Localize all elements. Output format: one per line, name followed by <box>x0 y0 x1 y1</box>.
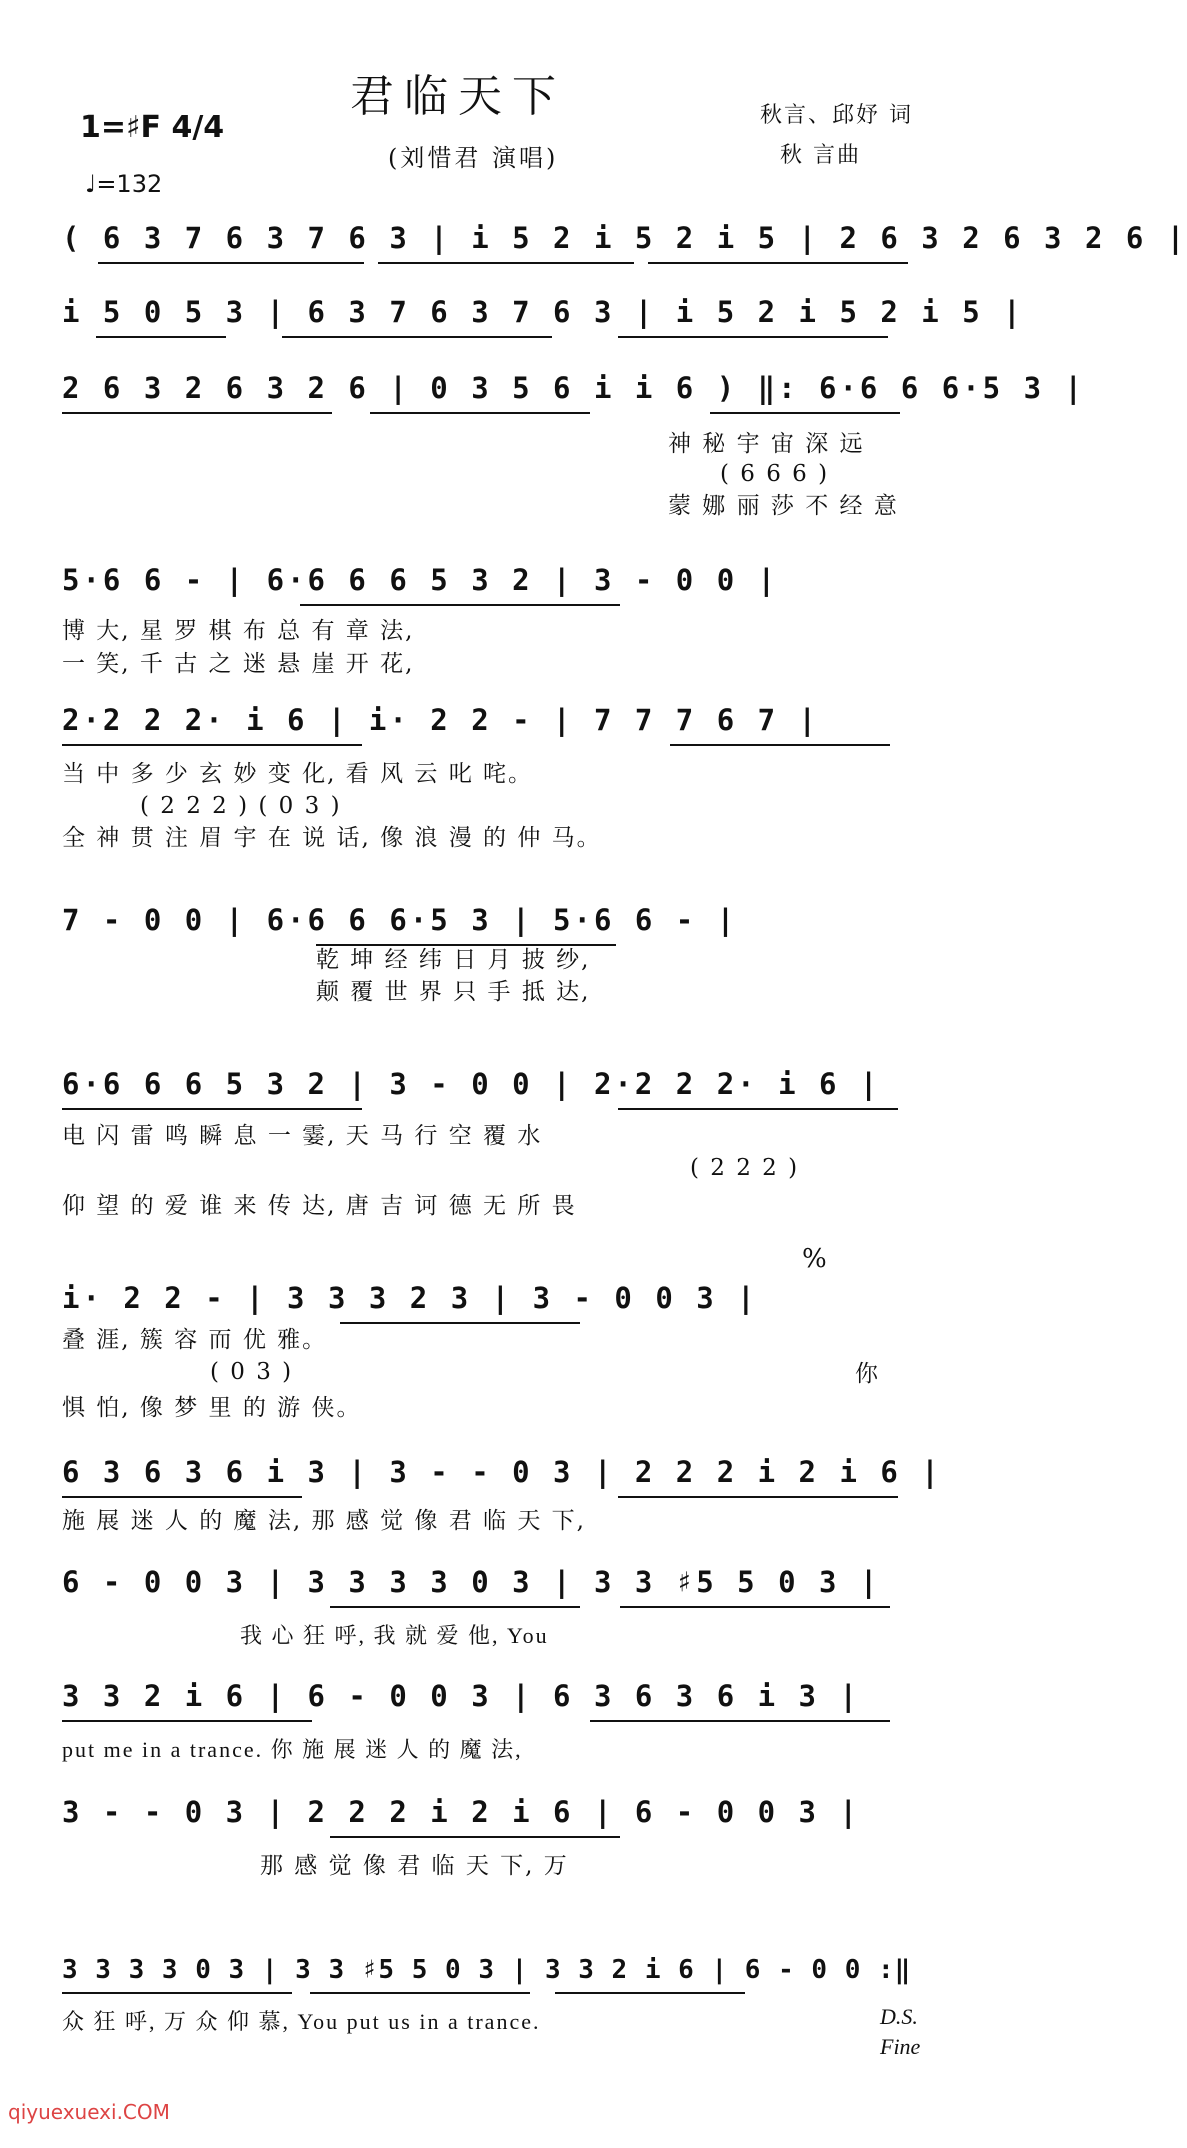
ds-marking: D.S. <box>880 2004 918 2029</box>
lyric-line: 当 中 多 少 玄 妙 变 化, 看 风 云 叱 咤。 <box>62 761 534 787</box>
notation-row-6: 7 - 0 0 | 6·6 6 6·5 3 | 5·6 6 - | <box>62 903 738 937</box>
lyric-line: 乾 坤 经 纬 日 月 披 纱, <box>316 947 591 973</box>
key-signature: 1=♯F 4/4 <box>80 110 225 145</box>
notation-row-10: 6 - 0 0 3 | 3 3 3 3 0 3 | 3 3 ♯5 5 0 3 | <box>62 1565 881 1599</box>
lyricist-credit: 秋言、邱妤 词 <box>760 103 913 128</box>
beam-line <box>590 1720 890 1722</box>
beam-line <box>670 744 890 746</box>
lyric-line: ( 6 6 6 ) <box>720 461 830 487</box>
composer-credit: 秋 言曲 <box>780 143 861 168</box>
beam-line <box>62 412 332 414</box>
beam-line <box>555 1992 745 1994</box>
lyric-line: 我 心 狂 呼, 我 就 爱 他, You <box>240 1623 549 1648</box>
beam-line <box>62 1108 362 1110</box>
beam-line <box>98 262 364 264</box>
beam-line <box>618 1496 898 1498</box>
notation-row-2: i 5 0 5 3 | 6 3 7 6 3 7 6 3 | i 5 2 i 5 2 i 5 | <box>62 295 1024 329</box>
notation-row-11: 3 3 2 i 6 | 6 - 0 0 3 | 6 3 6 3 6 i 3 | <box>62 1679 860 1713</box>
notation-row-13: 3 3 3 3 0 3 | 3 3 ♯5 5 0 3 | 3 3 2 i 6 | 6 - 0 0 :‖ <box>62 1955 912 1985</box>
beam-line <box>618 1108 898 1110</box>
lyric-line: 叠 涯, 簇 容 而 优 雅。 <box>62 1327 328 1353</box>
beam-line <box>618 336 888 338</box>
beam-line <box>648 262 908 264</box>
beam-line <box>62 1496 302 1498</box>
segno-sign: % <box>802 1244 827 1274</box>
notation-row-5: 2·2 2 2· i 6 | i· 2 2 - | 7 7 7 6 7 | <box>62 703 820 737</box>
beam-line <box>62 1992 292 1994</box>
lyric-line: 那 感 觉 像 君 临 天 下, 万 <box>260 1853 569 1879</box>
lyric-line: put me in a trance. 你 施 展 迷 人 的 魔 法, <box>62 1737 523 1762</box>
site-watermark: qiyuexuexi.COM <box>8 2100 170 2124</box>
notation-row-3: 2 6 3 2 6 3 2 6 | 0 3 5 6 i i 6 ) ‖: 6·6 6 6·5 3 | <box>62 371 1085 405</box>
lyric-line: 神 秘 宇 宙 深 远 <box>668 431 865 457</box>
lyric-line: ( 0 3 ) <box>210 1359 294 1385</box>
notation-row-7: 6·6 6 6 5 3 2 | 3 - 0 0 | 2·2 2 2· i 6 | <box>62 1067 881 1101</box>
lyric-line: 颠 覆 世 界 只 手 抵 达, <box>316 979 591 1005</box>
lyric-line: 施 展 迷 人 的 魔 法, 那 感 觉 像 君 临 天 下, <box>62 1508 586 1534</box>
song-title: 君临天下 <box>350 71 566 122</box>
notation-row-8: i· 2 2 - | 3 3 3 2 3 | 3 - 0 0 3 | <box>62 1281 758 1315</box>
lyric-line: 你 <box>855 1361 880 1387</box>
beam-line <box>282 336 552 338</box>
lyric-line: ( 2 2 2 ) <box>690 1155 800 1181</box>
beam-line <box>620 1606 890 1608</box>
song-subtitle: (刘惜君 演唱) <box>388 144 559 172</box>
lyric-line: 惧 怕, 像 梦 里 的 游 侠。 <box>62 1395 362 1421</box>
beam-line <box>340 1322 580 1324</box>
beam-line <box>96 336 226 338</box>
beam-line <box>710 412 900 414</box>
beam-line <box>62 1720 312 1722</box>
lyric-line: 一 笑, 千 古 之 迷 悬 崖 开 花, <box>62 651 415 677</box>
notation-row-12: 3 - - 0 3 | 2 2 2 i 2 i 6 | 6 - 0 0 3 | <box>62 1795 860 1829</box>
lyric-line: 众 狂 呼, 万 众 仰 慕, You put us in a trance. <box>62 2009 541 2034</box>
lyric-line: 电 闪 雷 鸣 瞬 息 一 霎, 天 马 行 空 覆 水 <box>62 1123 543 1149</box>
beam-line <box>310 1992 530 1994</box>
lyric-line: 全 神 贯 注 眉 宇 在 说 话, 像 浪 漫 的 仲 马。 <box>62 825 602 851</box>
beam-line <box>330 1606 580 1608</box>
beam-line <box>370 412 590 414</box>
lyric-line: 蒙 娜 丽 莎 不 经 意 <box>668 493 899 519</box>
lyric-line: 仰 望 的 爱 谁 来 传 达, 唐 吉 诃 德 无 所 畏 <box>62 1193 577 1219</box>
lyric-line: ( 2 2 2 ) ( 0 3 ) <box>140 793 342 819</box>
fine-marking: Fine <box>880 2034 921 2059</box>
lyric-line: 博 大, 星 罗 棋 布 总 有 章 法, <box>62 618 415 644</box>
tempo-marking: ♩=132 <box>85 170 163 198</box>
notation-row-1: ( 6 3 7 6 3 7 6 3 | i 5 2 i 5 2 i 5 | 2 6 3 2 6 3 2 6 | <box>62 221 1187 255</box>
notation-row-4: 5·6 6 - | 6·6 6 6 5 3 2 | 3 - 0 0 | <box>62 563 779 597</box>
notation-row-9: 6 3 6 3 6 i 3 | 3 - - 0 3 | 2 2 2 i 2 i 6 | <box>62 1455 942 1489</box>
beam-line <box>300 604 620 606</box>
beam-line <box>378 262 634 264</box>
beam-line <box>330 1836 620 1838</box>
beam-line <box>62 744 362 746</box>
